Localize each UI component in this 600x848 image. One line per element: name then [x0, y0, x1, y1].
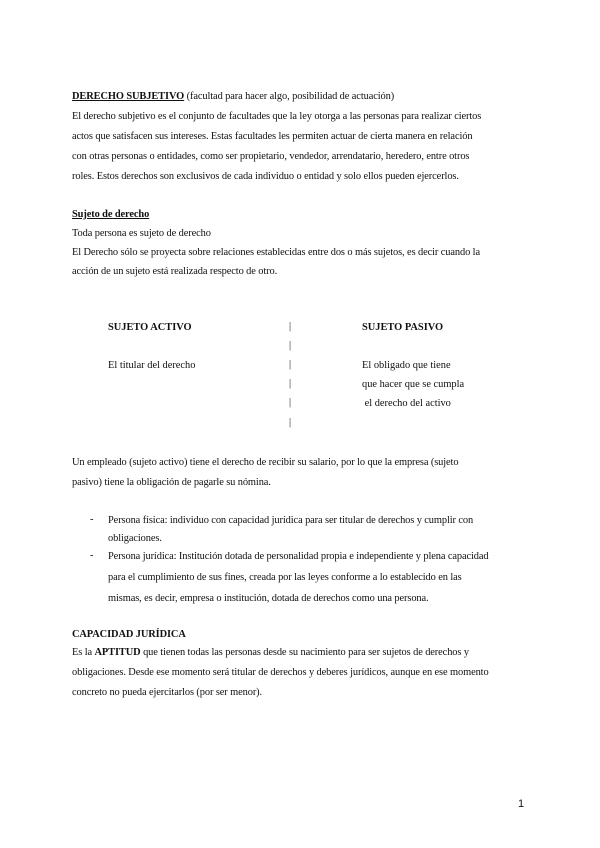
sujeto-pasivo-line: el derecho del activo [362, 398, 451, 409]
paragraph-line: con otras personas o entidades, como ser propietario, vendedor, arrendatario, heredero, entre otros [72, 151, 470, 162]
bullet-juridica-line: para el cumplimiento de sus fines, creada por las leyes conforme a lo establecido en las [108, 572, 462, 583]
column-separator: | [289, 397, 292, 408]
sujeto-pasivo-line: El obligado que tiene [362, 360, 451, 371]
example-line: Un empleado (sujeto activo) tiene el derecho de recibir su salario, por lo que la empresa (sujeto [72, 457, 459, 468]
paragraph-line: El derecho subjetivo es el conjunto de facultades que la ley otorga a las personas para realizar ciertos [72, 111, 482, 122]
paragraph-line: actos que satisfacen sus intereses. Estas facultades les permiten actuar de cierta manera en relación [72, 131, 473, 142]
derecho-subjetivo-heading [72, 90, 394, 104]
capacidad-rest: que tienen todas las personas desde su nacimiento para ser sujetos de derechos y [140, 647, 469, 658]
paragraph-line: El Derecho sólo se proyecta sobre relaciones establecidas entre dos o más sujetos, es decir cuando la [72, 247, 480, 258]
bullet-marker: - [90, 514, 94, 525]
example-line: pasivo) tiene la obligación de pagarle su nómina. [72, 477, 271, 488]
bullet-fisica-line: obligaciones. [108, 533, 162, 544]
bullet-juridica-line: Persona jurídica: Institución dotada de personalidad propia e independiente y plena capacidad [108, 551, 489, 562]
sujeto-pasivo-header: SUJETO PASIVO [362, 322, 444, 333]
capacidad-juridica-title: CAPACIDAD JURÍDICA [72, 629, 186, 640]
paragraph-line: obligaciones. Desde ese momento será titular de derechos y deberes jurídicos, aunque en ese momento [72, 667, 489, 678]
sujeto-pasivo-line: que hacer que se cumpla [362, 379, 465, 390]
page-number: 1 [518, 798, 525, 810]
bullet-marker: - [90, 550, 94, 561]
sujeto-activo-header: SUJETO ACTIVO [108, 322, 192, 333]
bullet-juridica-line: mismas, es decir, empresa o institución, dotada de derechos como una persona. [108, 593, 429, 604]
sujeto-derecho-title: Sujeto de derecho [72, 209, 150, 220]
column-separator: | [289, 378, 292, 389]
derecho-subjetivo-title: DERECHO SUBJETIVO [72, 91, 185, 102]
derecho-subjetivo-note: (facultad para hacer algo, posibilidad de actuación) [184, 91, 395, 102]
column-separator: | [289, 359, 292, 370]
aptitud-keyword: APTITUD [94, 647, 141, 658]
paragraph-line: roles. Estos derechos son exclusivos de cada individuo o entidad y solo ellos pueden ejercerlos. [72, 171, 459, 182]
sujeto-activo-value: El titular del derecho [108, 360, 196, 371]
capacidad-intro: Es la [72, 647, 95, 658]
column-separator: | [289, 321, 292, 332]
paragraph-line: Toda persona es sujeto de derecho [72, 228, 211, 239]
capacidad-juridica-first-line [72, 646, 469, 660]
paragraph-line: concreto no pueda ejercitarlos (por ser menor). [72, 687, 263, 698]
bullet-fisica-line: Persona física: individuo con capacidad jurídica para ser titular de derechos y cumplir con [108, 515, 474, 526]
paragraph-line: acción de un sujeto está realizada respecto de otro. [72, 266, 278, 277]
column-separator: | [289, 417, 292, 428]
column-separator: | [289, 340, 292, 351]
